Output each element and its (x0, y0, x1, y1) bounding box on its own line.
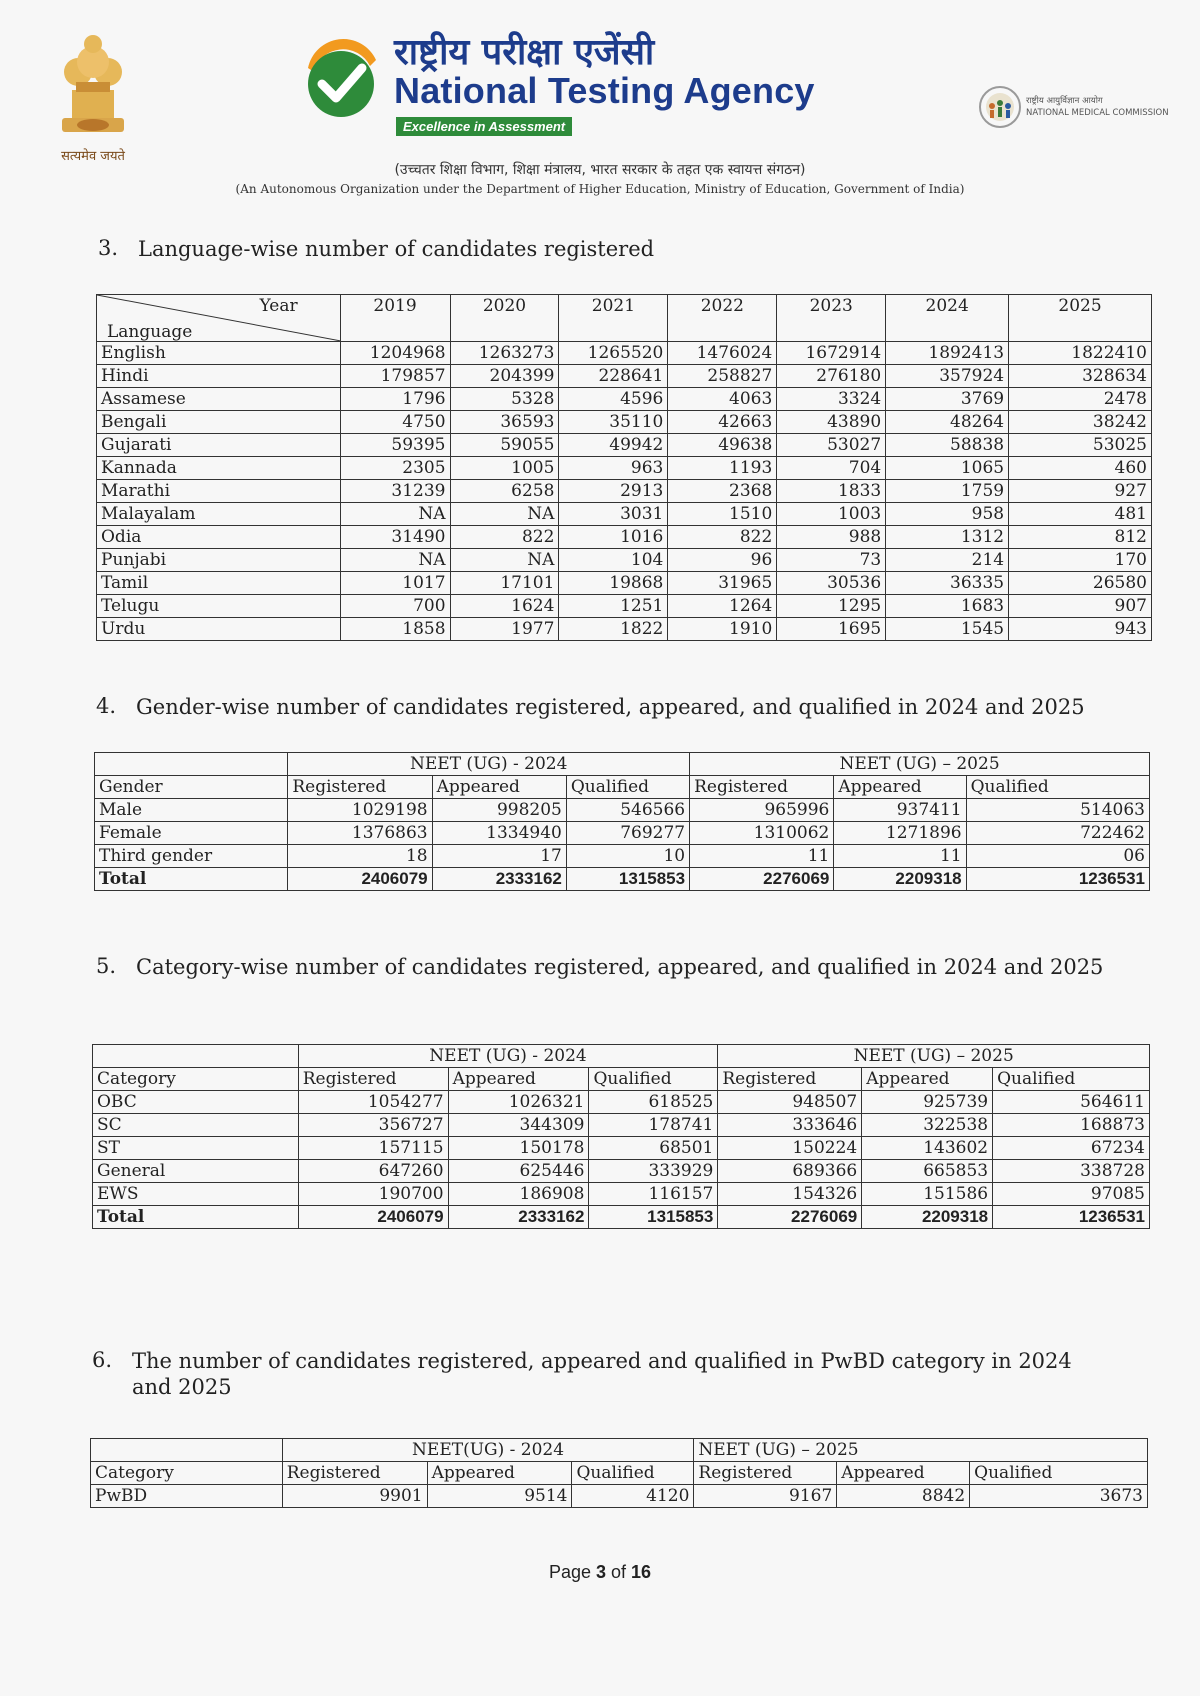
nmc-emblem-icon (978, 82, 1022, 132)
cell-value: 2478 (1009, 388, 1152, 411)
column-header-row (95, 776, 1150, 799)
table-row (97, 457, 1152, 480)
cell-value: 170 (1009, 549, 1152, 572)
total-value: 1315853 (566, 868, 689, 891)
total-value: 2333162 (448, 1206, 589, 1229)
cell-value: 97085 (993, 1183, 1150, 1206)
agency-name-hindi: राष्ट्रीय परीक्षा एजेंसी (394, 32, 655, 73)
empty-header-cell (91, 1439, 283, 1462)
cell-value: 150178 (448, 1137, 589, 1160)
cell-value: 1065 (886, 457, 1009, 480)
cell-value: 1977 (450, 618, 559, 641)
language-table (96, 294, 1152, 641)
cell-value: 998205 (432, 799, 566, 822)
cell-value: 625446 (448, 1160, 589, 1183)
cell-value: 1251 (559, 595, 668, 618)
column-header: Qualified (572, 1462, 694, 1485)
cell-value: 1858 (340, 618, 450, 641)
row-label: Female (95, 822, 288, 845)
cell-value: 1695 (777, 618, 886, 641)
corner-year-label: Year (259, 296, 298, 316)
cell-value: 333929 (589, 1160, 718, 1183)
cell-value: 59055 (450, 434, 559, 457)
page-of: of (606, 1562, 632, 1582)
ashoka-emblem-icon (48, 30, 138, 140)
cell-value: 53027 (777, 434, 886, 457)
cell-value: NA (340, 549, 450, 572)
cell-value: 1672914 (777, 342, 886, 365)
table-row (95, 822, 1150, 845)
row-label: Bengali (97, 411, 341, 434)
column-header-row (93, 1068, 1150, 1091)
cell-value: 06 (966, 845, 1149, 868)
cell-value: 19868 (559, 572, 668, 595)
column-header: Appeared (837, 1462, 970, 1485)
row-label: SC (93, 1114, 299, 1137)
year-header: 2019 (340, 295, 450, 342)
total-value: 2276069 (690, 868, 834, 891)
cell-value: 925739 (862, 1091, 993, 1114)
cell-value: 965996 (690, 799, 834, 822)
section-title: The number of candidates registered, appeared and qualified in PwBD category in 2024 and 2025 (132, 1349, 1072, 1399)
cell-value: 30536 (777, 572, 886, 595)
row-label: Assamese (97, 388, 341, 411)
table-row (97, 618, 1152, 641)
table-row (97, 549, 1152, 572)
row-label: Tamil (97, 572, 341, 595)
row-label: EWS (93, 1183, 299, 1206)
cell-value: 143602 (862, 1137, 993, 1160)
row-label: Punjabi (97, 549, 341, 572)
column-header: Registered (718, 1068, 862, 1091)
table-row (97, 411, 1152, 434)
state-emblem (38, 30, 148, 164)
cell-value: 18 (288, 845, 432, 868)
section-6-heading (92, 1348, 1102, 1400)
group-header-row (95, 753, 1150, 776)
nta-logo-icon (300, 38, 382, 120)
cell-value: 1624 (450, 595, 559, 618)
cell-value: 357924 (886, 365, 1009, 388)
corner-language-label: Language (107, 322, 193, 342)
table-row (97, 434, 1152, 457)
cell-value: 276180 (777, 365, 886, 388)
cell-value: 514063 (966, 799, 1149, 822)
total-value: 1315853 (589, 1206, 718, 1229)
cell-value: 988 (777, 526, 886, 549)
column-header: Registered (694, 1462, 837, 1485)
row-label: Telugu (97, 595, 341, 618)
cell-value: 3769 (886, 388, 1009, 411)
cell-value: 49638 (668, 434, 777, 457)
cell-value: 1263273 (450, 342, 559, 365)
cell-value: 11 (690, 845, 834, 868)
row-label: Odia (97, 526, 341, 549)
cell-value: 822 (450, 526, 559, 549)
cell-value: 6258 (450, 480, 559, 503)
total-value: 2276069 (718, 1206, 862, 1229)
table-row (97, 595, 1152, 618)
cell-value: 178741 (589, 1114, 718, 1137)
column-header: Registered (288, 776, 432, 799)
cell-value: 2305 (340, 457, 450, 480)
cell-value: 1029198 (288, 799, 432, 822)
cell-value: 1545 (886, 618, 1009, 641)
row-label: Urdu (97, 618, 341, 641)
cell-value: 204399 (450, 365, 559, 388)
cell-value: 822 (668, 526, 777, 549)
cell-value: 4063 (668, 388, 777, 411)
cell-value: 4750 (340, 411, 450, 434)
table-row (97, 388, 1152, 411)
cell-value: 338728 (993, 1160, 1150, 1183)
cell-value: 769277 (566, 822, 689, 845)
group-2025-header: NEET (UG) – 2025 (718, 1045, 1150, 1068)
cell-value: 1193 (668, 457, 777, 480)
cell-value: 2913 (559, 480, 668, 503)
subtitle-hindi: (उच्चतर शिक्षा विभाग, शिक्षा मंत्रालय, भारत सरकार के तहत एक स्वायत्त संगठन) (394, 162, 806, 178)
row-label: Gujarati (97, 434, 341, 457)
cell-value: 154326 (718, 1183, 862, 1206)
cell-value: 1510 (668, 503, 777, 526)
total-pages: 16 (631, 1562, 652, 1582)
total-value: 2406079 (288, 868, 432, 891)
agency-tagline: Excellence in Assessment (396, 117, 572, 136)
row-label: English (97, 342, 341, 365)
cell-value: 17101 (450, 572, 559, 595)
column-header: Qualified (970, 1462, 1148, 1485)
cell-value: 67234 (993, 1137, 1150, 1160)
column-header: Appeared (432, 776, 566, 799)
cell-value: 36593 (450, 411, 559, 434)
total-value: 2209318 (862, 1206, 993, 1229)
table-row (93, 1183, 1150, 1206)
subtitle-english: (An Autonomous Organization under the Department of Higher Education, Ministry of Education, Government of India) (235, 182, 965, 196)
row-label: General (93, 1160, 299, 1183)
cell-value: 937411 (834, 799, 966, 822)
cell-value: 17 (432, 845, 566, 868)
cell-value: 3324 (777, 388, 886, 411)
cell-value: 8842 (837, 1485, 970, 1508)
section-number: 3. (98, 236, 119, 260)
cell-value: 1683 (886, 595, 1009, 618)
total-value: 1236531 (993, 1206, 1150, 1229)
cell-value: 43890 (777, 411, 886, 434)
row-label: Malayalam (97, 503, 341, 526)
cell-value: 58838 (886, 434, 1009, 457)
cell-value: 1833 (777, 480, 886, 503)
cell-value: 42663 (668, 411, 777, 434)
cell-value: 1016 (559, 526, 668, 549)
cell-value: 1026321 (448, 1091, 589, 1114)
cell-value: 927 (1009, 480, 1152, 503)
section-number: 4. (96, 694, 117, 718)
group-2025-header: NEET (UG) – 2025 (694, 1439, 1148, 1462)
total-value: 2333162 (432, 868, 566, 891)
cell-value: 190700 (298, 1183, 448, 1206)
group-header-row (93, 1045, 1150, 1068)
year-header: 2025 (1009, 295, 1152, 342)
category-table (92, 1044, 1150, 1229)
cell-value: 1265520 (559, 342, 668, 365)
cell-value: 1476024 (668, 342, 777, 365)
table-row (93, 1114, 1150, 1137)
page-prefix: Page (548, 1562, 596, 1582)
empty-header-cell (93, 1045, 299, 1068)
cell-value: 214 (886, 549, 1009, 572)
cell-value: 31965 (668, 572, 777, 595)
cell-value: 53025 (1009, 434, 1152, 457)
cell-value: 186908 (448, 1183, 589, 1206)
cell-value: 4120 (572, 1485, 694, 1508)
cell-value: 73 (777, 549, 886, 572)
cell-value: 704 (777, 457, 886, 480)
section-4-heading (96, 694, 1156, 720)
cell-value: 722462 (966, 822, 1149, 845)
nmc-name-english: NATIONAL MEDICAL COMMISSION (1026, 108, 1169, 118)
cell-value: 546566 (566, 799, 689, 822)
year-header: 2021 (559, 295, 668, 342)
table-header-row (97, 295, 1152, 342)
cell-value: 9514 (427, 1485, 572, 1508)
row-label: Male (95, 799, 288, 822)
year-header: 2020 (450, 295, 559, 342)
section-number: 6. (92, 1348, 113, 1372)
group-2024-header: NEET (UG) - 2024 (288, 753, 690, 776)
row-label: PwBD (91, 1485, 283, 1508)
cell-value: 31239 (340, 480, 450, 503)
table-row (93, 1160, 1150, 1183)
cell-value: 1759 (886, 480, 1009, 503)
cell-value: 3031 (559, 503, 668, 526)
cell-value: 1017 (340, 572, 450, 595)
cell-value: 700 (340, 595, 450, 618)
column-header: Qualified (589, 1068, 718, 1091)
cell-value: 963 (559, 457, 668, 480)
row-label: Kannada (97, 457, 341, 480)
cell-value: 1910 (668, 618, 777, 641)
cell-value: 1264 (668, 595, 777, 618)
cell-value: 1204968 (340, 342, 450, 365)
cell-value: 104 (559, 549, 668, 572)
cell-value: 1796 (340, 388, 450, 411)
first-column-header: Category (93, 1068, 299, 1091)
cell-value: 1003 (777, 503, 886, 526)
section-title: Category-wise number of candidates registered, appeared, and qualified in 2024 and 2025 (136, 955, 1104, 979)
column-header: Appeared (862, 1068, 993, 1091)
cell-value: 168873 (993, 1114, 1150, 1137)
column-header: Qualified (993, 1068, 1150, 1091)
table-row (97, 503, 1152, 526)
corner-cell (97, 295, 341, 342)
cell-value: 96 (668, 549, 777, 572)
cell-value: 179857 (340, 365, 450, 388)
cell-value: 943 (1009, 618, 1152, 641)
table-row (95, 845, 1150, 868)
column-header: Qualified (966, 776, 1149, 799)
cell-value: NA (340, 503, 450, 526)
cell-value: 333646 (718, 1114, 862, 1137)
group-header-row (91, 1439, 1148, 1462)
cell-value: 59395 (340, 434, 450, 457)
cell-value: 48264 (886, 411, 1009, 434)
cell-value: 564611 (993, 1091, 1150, 1114)
total-value: 2406079 (298, 1206, 448, 1229)
row-label: ST (93, 1137, 299, 1160)
empty-header-cell (95, 753, 288, 776)
cell-value: 36335 (886, 572, 1009, 595)
cell-value: 49942 (559, 434, 668, 457)
current-page: 3 (595, 1562, 606, 1582)
cell-value: 689366 (718, 1160, 862, 1183)
cell-value: 647260 (298, 1160, 448, 1183)
table-row (97, 572, 1152, 595)
cell-value: 328634 (1009, 365, 1152, 388)
cell-value: 38242 (1009, 411, 1152, 434)
cell-value: 618525 (589, 1091, 718, 1114)
cell-value: 812 (1009, 526, 1152, 549)
cell-value: 665853 (862, 1160, 993, 1183)
column-header: Appeared (427, 1462, 572, 1485)
total-row (93, 1206, 1150, 1229)
cell-value: 907 (1009, 595, 1152, 618)
agency-name-english: National Testing Agency (394, 70, 815, 111)
cell-value: 948507 (718, 1091, 862, 1114)
row-label: Hindi (97, 365, 341, 388)
gender-table (94, 752, 1150, 891)
pwbd-table (90, 1438, 1148, 1508)
table-row (95, 799, 1150, 822)
first-column-header: Category (91, 1462, 283, 1485)
cell-value: 958 (886, 503, 1009, 526)
group-2025-header: NEET (UG) – 2025 (690, 753, 1150, 776)
cell-value: 68501 (589, 1137, 718, 1160)
cell-value: 460 (1009, 457, 1152, 480)
cell-value: 5328 (450, 388, 559, 411)
table-row (97, 365, 1152, 388)
table-row (97, 526, 1152, 549)
cell-value: 1822 (559, 618, 668, 641)
emblem-motto: सत्यमेव जयते (61, 149, 125, 164)
table-row (93, 1091, 1150, 1114)
cell-value: 26580 (1009, 572, 1152, 595)
column-header: Registered (690, 776, 834, 799)
column-header: Registered (298, 1068, 448, 1091)
group-2024-header: NEET(UG) - 2024 (282, 1439, 694, 1462)
total-row (95, 868, 1150, 891)
cell-value: NA (450, 549, 559, 572)
cell-value: 228641 (559, 365, 668, 388)
cell-value: 258827 (668, 365, 777, 388)
cell-value: 157115 (298, 1137, 448, 1160)
total-value: 2209318 (834, 868, 966, 891)
cell-value: 151586 (862, 1183, 993, 1206)
total-label: Total (93, 1206, 299, 1229)
year-header: 2023 (777, 295, 886, 342)
cell-value: 11 (834, 845, 966, 868)
cell-value: 9167 (694, 1485, 837, 1508)
year-header: 2022 (668, 295, 777, 342)
section-number: 5. (96, 954, 117, 978)
cell-value: 1295 (777, 595, 886, 618)
column-header: Qualified (566, 776, 689, 799)
cell-value: 35110 (559, 411, 668, 434)
cell-value: 1892413 (886, 342, 1009, 365)
cell-value: 1312 (886, 526, 1009, 549)
cell-value: 322538 (862, 1114, 993, 1137)
section-title: Gender-wise number of candidates registered, appeared, and qualified in 2024 and 2025 (136, 695, 1085, 719)
column-header: Registered (282, 1462, 427, 1485)
cell-value: 1054277 (298, 1091, 448, 1114)
cell-value: 3673 (970, 1485, 1148, 1508)
column-header: Appeared (834, 776, 966, 799)
cell-value: 9901 (282, 1485, 427, 1508)
cell-value: 4596 (559, 388, 668, 411)
table-row (91, 1485, 1148, 1508)
cell-value: 1005 (450, 457, 559, 480)
table-row (93, 1137, 1150, 1160)
column-header: Appeared (448, 1068, 589, 1091)
year-header: 2024 (886, 295, 1009, 342)
section-5-heading (96, 954, 1106, 980)
page-number (0, 1562, 1200, 1583)
cell-value: 150224 (718, 1137, 862, 1160)
nmc-logo (978, 82, 1169, 132)
cell-value: 2368 (668, 480, 777, 503)
row-label: OBC (93, 1091, 299, 1114)
cell-value: 1822410 (1009, 342, 1152, 365)
first-column-header: Gender (95, 776, 288, 799)
cell-value: 10 (566, 845, 689, 868)
row-label: Marathi (97, 480, 341, 503)
nmc-name-hindi: राष्ट्रीय आयुर्विज्ञान आयोग (1026, 96, 1103, 106)
cell-value: 481 (1009, 503, 1152, 526)
group-2024-header: NEET (UG) - 2024 (298, 1045, 718, 1068)
cell-value: 1310062 (690, 822, 834, 845)
row-label: Third gender (95, 845, 288, 868)
cell-value: 356727 (298, 1114, 448, 1137)
cell-value: 1376863 (288, 822, 432, 845)
cell-value: 344309 (448, 1114, 589, 1137)
cell-value: 1334940 (432, 822, 566, 845)
section-title: Language-wise number of candidates registered (138, 237, 655, 261)
total-label: Total (95, 868, 288, 891)
cell-value: NA (450, 503, 559, 526)
total-value: 1236531 (966, 868, 1149, 891)
section-3-heading (98, 236, 1098, 262)
table-row (97, 342, 1152, 365)
cell-value: 31490 (340, 526, 450, 549)
cell-value: 1271896 (834, 822, 966, 845)
cell-value: 116157 (589, 1183, 718, 1206)
column-header-row (91, 1462, 1148, 1485)
table-row (97, 480, 1152, 503)
